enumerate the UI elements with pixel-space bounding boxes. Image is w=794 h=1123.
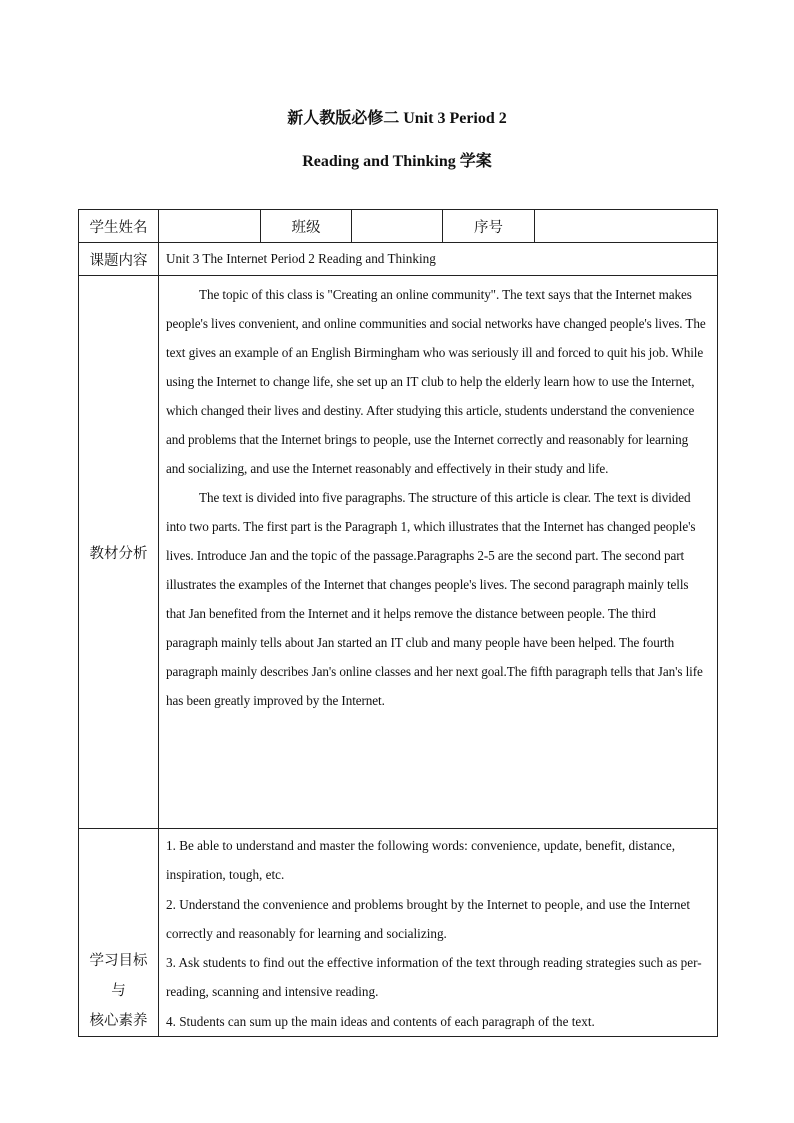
learning-goals-label-line1: 学习目标 [89, 953, 148, 970]
learning-goals-content [159, 829, 718, 1037]
page-subtitle: Reading and Thinking 学案 [302, 153, 492, 170]
class-field[interactable] [352, 210, 443, 243]
student-name-label: 学生姓名 [79, 210, 159, 243]
class-label: 班级 [261, 210, 352, 243]
page-title: 新人教版必修二 Unit 3 Period 2 [287, 110, 507, 127]
student-info-row [79, 210, 718, 243]
material-analysis-label: 教材分析 [79, 276, 159, 829]
goal-item: 4. Students can sum up the main ideas and contents of each paragraph of the text. [166, 1013, 595, 1029]
topic-label: 课题内容 [79, 243, 159, 276]
analysis-paragraph-2: The text is divided into five paragraphs. The structure of this article is clear. The text is divided into two parts. The first part is the Paragraph 1, which illustrates that the Internet has changed people's lives. Introduce Jan and the topic of the passage.Paragraphs 2-5 are the second part. The second part illustrates the examples of the Internet that changes people's lives. The second paragraph mainly tells that Jan benefited from the Internet and it helps remove the distance between people. The third paragraph mainly tells about Jan started an IT club and many people have been helped. The fourth paragraph mainly describes Jan's online classes and her next goal.The fifth paragraph tells that Jan's life has been greatly improved by the Internet. [166, 490, 703, 708]
goal-item: 2. Understand the convenience and problems brought by the Internet to people, and use the Internet correctly and reasonably for learning and socializing. [166, 896, 691, 941]
topic-row [79, 243, 718, 276]
seat-number-label: 序号 [443, 210, 535, 243]
lesson-plan-table [78, 209, 718, 1037]
analysis-paragraph-1: The topic of this class is "Creating an online community". The text says that the Internet makes people's lives convenient, and online communities and social networks have changed people's lives. The text gives an example of an English Birmingham who was seriously ill and forced to quit his job. While using the Internet to change life, she set up an IT club to help the elderly learn how to use the Internet, which changed their lives and destiny. After studying this article, students understand the convenience and problems that the Internet brings to people, use the Internet correctly and reasonably for learning and socializing, and use the Internet reasonably and effectively in their study and life. [166, 287, 706, 476]
topic-value: Unit 3 The Internet Period 2 Reading and Thinking [159, 243, 718, 276]
learning-goals-label-line3: 核心素养 [89, 1013, 148, 1030]
seat-number-field[interactable] [535, 210, 718, 243]
goal-item: 1. Be able to understand and master the following words: convenience, update, benefit, distance, inspiration, tough, etc. [166, 838, 676, 883]
goal-item: 3. Ask students to find out the effective information of the text through reading strategies such as per-reading, scanning and intensive reading. [166, 955, 702, 1000]
learning-goals-row [79, 829, 718, 1037]
material-analysis-row [79, 276, 718, 829]
learning-goals-label-line2: 与 [111, 983, 126, 1000]
material-analysis-content [159, 276, 718, 829]
student-name-field[interactable] [159, 210, 261, 243]
learning-goals-label [79, 829, 159, 1037]
